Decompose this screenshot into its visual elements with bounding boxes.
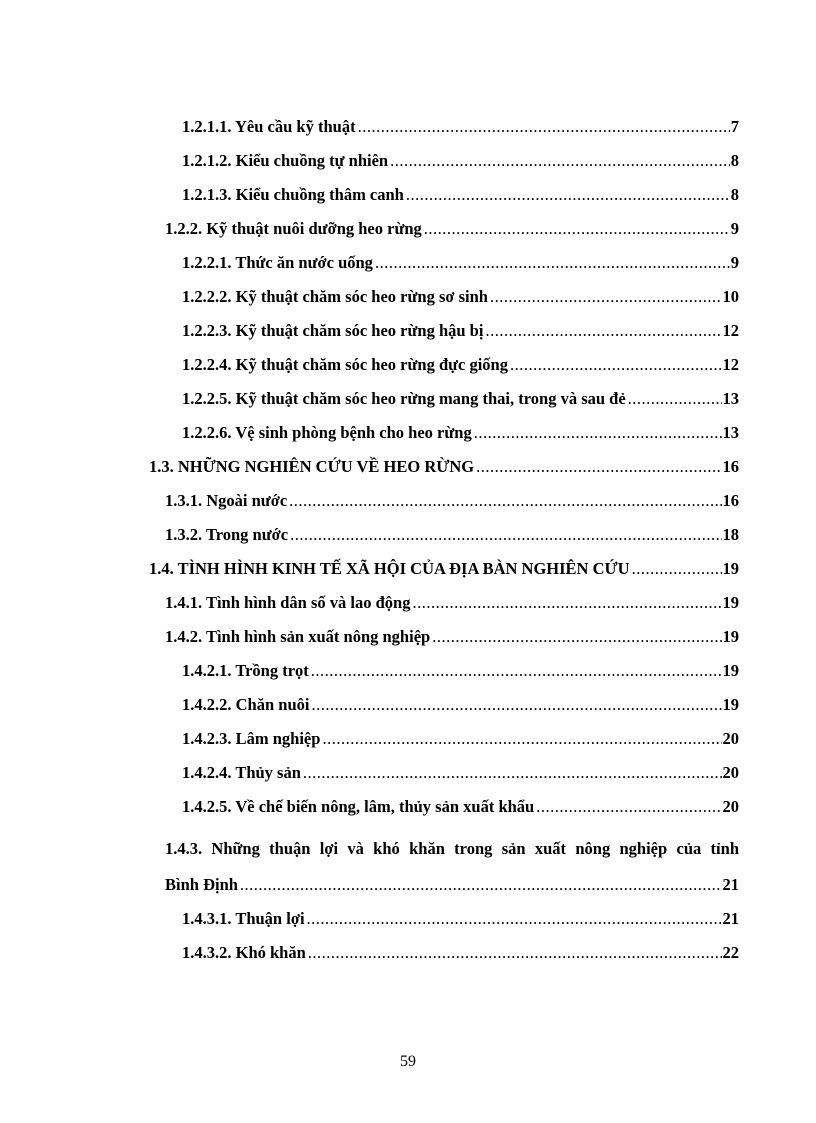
dot-leader <box>406 185 730 205</box>
toc-entry-label: 1.4.1. Tình hình dân số và lao động <box>165 593 411 612</box>
toc-entry[interactable] <box>182 695 739 729</box>
toc-entry-label: 1.4.3.2. Khó khăn <box>182 943 306 962</box>
page-number: 59 <box>400 1053 416 1070</box>
dot-leader <box>308 943 722 963</box>
toc-entry-label: 1.2.1.2. Kiểu chuồng tự nhiên <box>182 151 389 170</box>
toc-entry-page: 9 <box>730 219 739 238</box>
toc-entry[interactable] <box>182 389 739 423</box>
dot-leader <box>485 321 721 341</box>
toc-entry-page: 19 <box>722 661 739 680</box>
toc-entry-label: 1.2.2. Kỹ thuật nuôi dưỡng heo rừng <box>165 219 422 238</box>
toc-entry[interactable] <box>165 627 739 661</box>
dot-leader <box>307 909 722 929</box>
toc-entry-page: 20 <box>722 763 739 782</box>
toc-entry-page: 21 <box>722 909 739 928</box>
toc-entry[interactable] <box>182 321 739 355</box>
toc-entry-page: 19 <box>722 627 739 646</box>
toc-entry[interactable] <box>182 729 739 763</box>
toc-entry-label: 1.4.3.1. Thuận lợi <box>182 909 305 928</box>
toc-entry[interactable] <box>165 491 739 525</box>
toc-entry-label: 1.2.2.2. Kỹ thuật chăm sóc heo rừng sơ sinh <box>182 287 488 306</box>
dot-leader <box>432 627 721 647</box>
toc-entry-page: 12 <box>722 355 739 374</box>
toc-entry-label: 1.3.1. Ngoài nước <box>165 491 288 510</box>
toc-entry-label: 1.4.2.3. Lâm nghiệp <box>182 729 321 748</box>
toc-entry[interactable] <box>182 117 739 151</box>
toc-entry[interactable] <box>182 763 739 797</box>
toc-entry-label: 1.3. NHỮNG NGHIÊN CỨU VỀ HEO RỪNG <box>149 457 475 476</box>
dot-leader <box>240 875 722 895</box>
toc-entry-label: 1.4.2.4. Thủy sản <box>182 763 301 782</box>
dot-leader <box>536 797 721 817</box>
dot-leader <box>628 389 722 409</box>
toc-entry-page: 16 <box>722 491 739 510</box>
dot-leader <box>632 559 722 579</box>
toc-entry[interactable] <box>182 909 739 943</box>
dot-leader <box>474 423 722 443</box>
toc-entry-page: 19 <box>722 593 739 612</box>
toc-entry-label: Bình Định <box>165 875 238 894</box>
toc-entry[interactable] <box>182 253 739 287</box>
toc-entry-label: 1.3.2. Trong nước <box>165 525 289 544</box>
toc-entry[interactable] <box>182 355 739 389</box>
dot-leader <box>375 253 730 273</box>
toc-entry-wrapped-line[interactable]: 1.4.3. Những thuận lợi và khó khăn trong sản xuất nông nghiệp của tỉnh <box>165 839 739 858</box>
dot-leader <box>303 763 722 783</box>
toc-entry[interactable] <box>149 559 739 593</box>
toc-entry[interactable] <box>165 219 739 253</box>
dot-leader <box>424 219 730 239</box>
toc-entry-label: 1.4.2. Tình hình sản xuất nông nghiệp <box>165 627 431 646</box>
toc-entry[interactable] <box>182 797 739 831</box>
toc-entry-page: 21 <box>722 875 739 894</box>
toc-entry-page: 19 <box>722 559 739 578</box>
toc-entry-page: 13 <box>722 423 739 442</box>
toc-entry-page: 12 <box>722 321 739 340</box>
toc-entry[interactable] <box>182 287 739 321</box>
toc-entry[interactable] <box>149 457 739 491</box>
dot-leader <box>412 593 721 613</box>
toc-entry-page: 19 <box>722 695 739 714</box>
toc-entry[interactable] <box>182 151 739 185</box>
dot-leader <box>289 491 721 511</box>
toc-entry-page: 10 <box>722 287 739 306</box>
toc-entry-page: 20 <box>722 797 739 816</box>
dot-leader <box>311 695 721 715</box>
toc-entry[interactable] <box>182 661 739 695</box>
toc-entry[interactable] <box>165 525 739 559</box>
dot-leader <box>510 355 722 375</box>
dot-leader <box>476 457 721 477</box>
dot-leader <box>390 151 730 171</box>
toc-entry-page: 9 <box>730 253 739 272</box>
toc-entry[interactable] <box>182 423 739 457</box>
toc-entry-label: 1.2.2.5. Kỹ thuật chăm sóc heo rừng mang thai, trong và sau đẻ <box>182 389 626 408</box>
toc-entry-page: 8 <box>730 151 739 170</box>
toc-entry-label: 1.2.2.1. Thức ăn nước uống <box>182 253 373 272</box>
toc-entry[interactable] <box>182 185 739 219</box>
toc-entry-page: 7 <box>730 117 739 136</box>
toc-entry-page: 22 <box>722 943 739 962</box>
dot-leader <box>358 117 730 137</box>
dot-leader <box>311 661 722 681</box>
toc-entry-label: 1.2.2.4. Kỹ thuật chăm sóc heo rừng đực giống <box>182 355 508 374</box>
toc-entry-page: 18 <box>722 525 739 544</box>
toc-entry-label: 1.2.1.1. Yêu cầu kỹ thuật <box>182 117 356 136</box>
dot-leader <box>322 729 721 749</box>
toc-entry-label: 1.4. TÌNH HÌNH KINH TẾ XÃ HỘI CỦA ĐỊA BÀN NGHIÊN CỨU <box>149 559 630 578</box>
toc-entry-page: 20 <box>722 729 739 748</box>
toc-entry[interactable] <box>165 875 739 909</box>
toc-entry-page: 16 <box>722 457 739 476</box>
toc-entry-label: 1.2.2.6. Vệ sinh phòng bệnh cho heo rừng <box>182 423 472 442</box>
toc-entry-label: 1.2.2.3. Kỹ thuật chăm sóc heo rừng hậu bị <box>182 321 484 340</box>
toc-entry[interactable] <box>182 943 739 977</box>
toc-entry-label: 1.2.1.3. Kiểu chuồng thâm canh <box>182 185 404 204</box>
toc-entry-label: 1.4.2.2. Chăn nuôi <box>182 695 310 714</box>
toc-entry-page: 13 <box>722 389 739 408</box>
toc-entry-label: 1.4.2.1. Trồng trọt <box>182 661 309 680</box>
toc-entry-page: 8 <box>730 185 739 204</box>
dot-leader <box>290 525 721 545</box>
toc-entry[interactable] <box>165 593 739 627</box>
dot-leader <box>490 287 722 307</box>
toc-entry-label: 1.4.2.5. Về chế biến nông, lâm, thủy sản xuất khẩu <box>182 797 535 816</box>
